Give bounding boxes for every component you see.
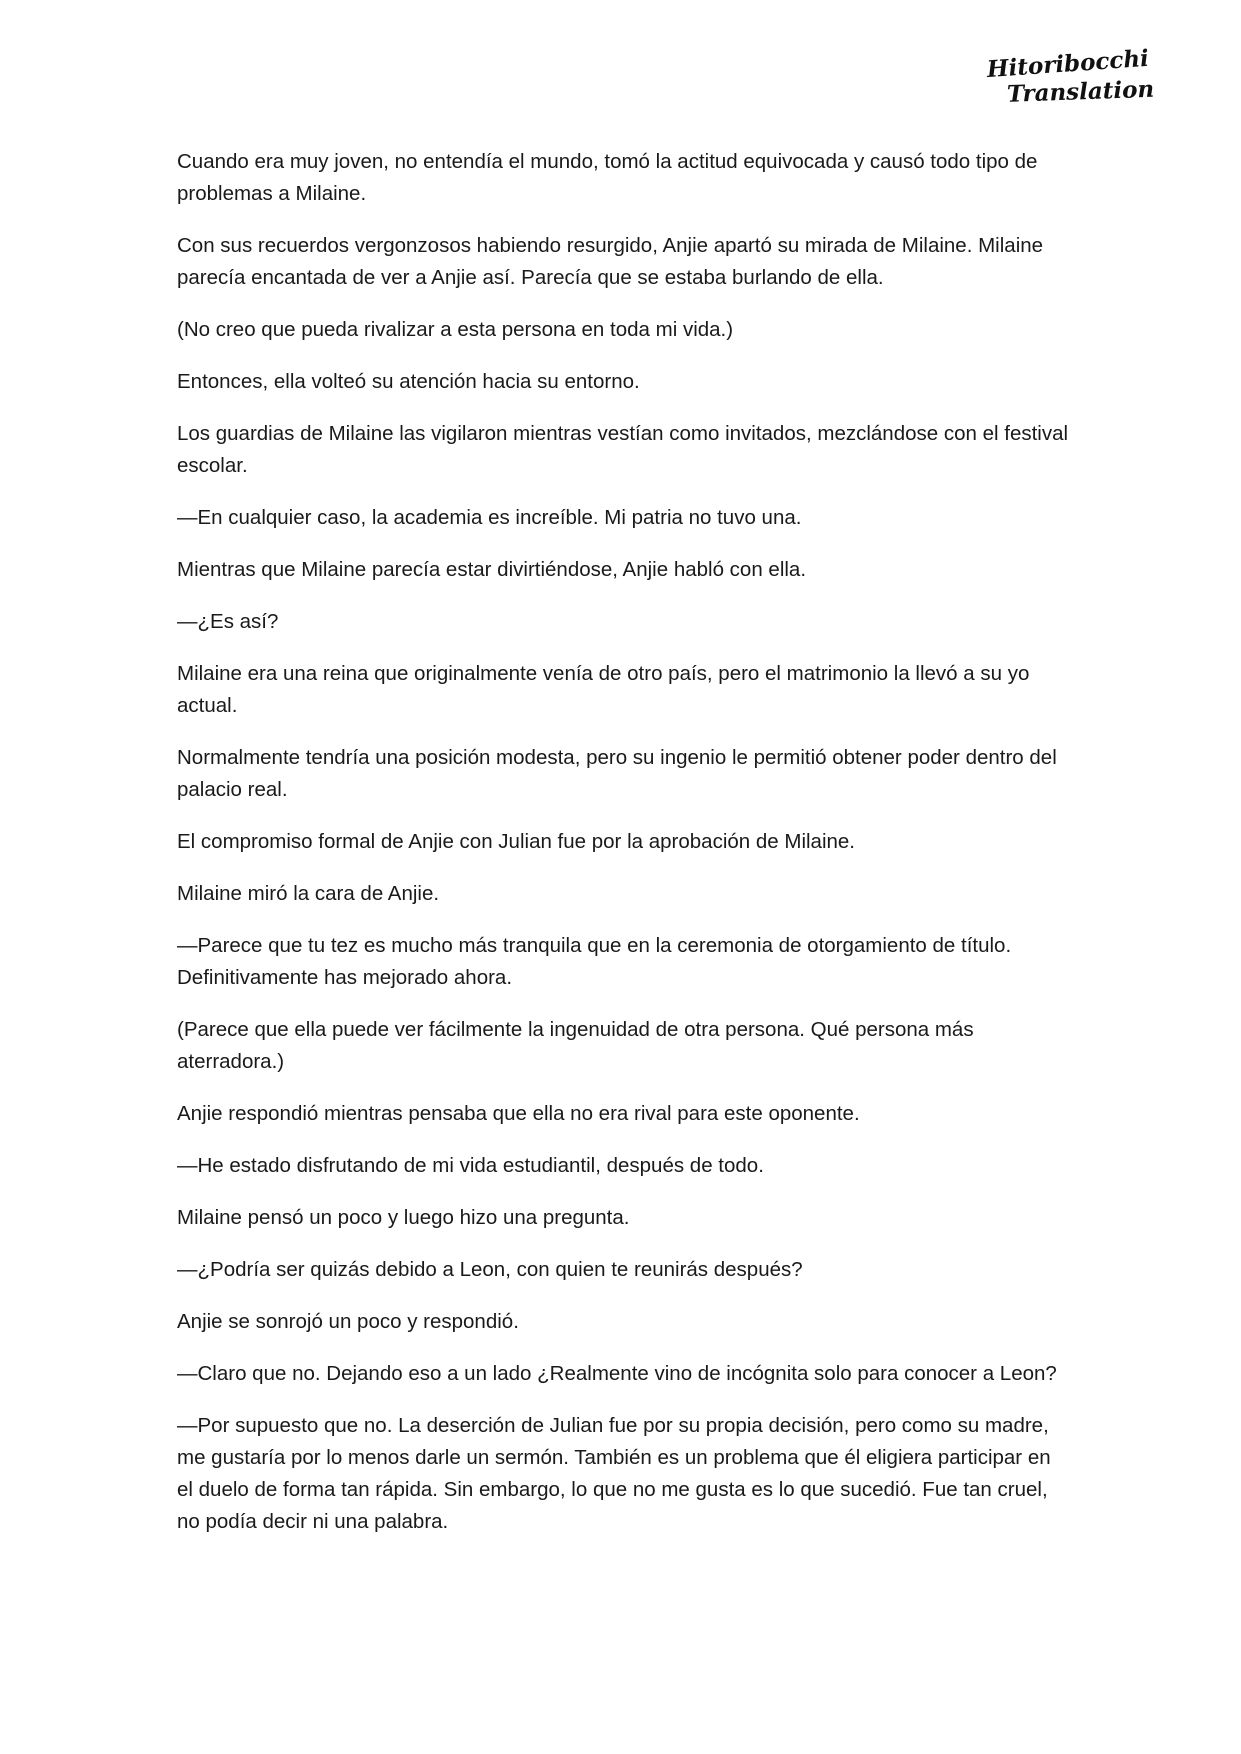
paragraph: —Parece que tu tez es mucho más tranquila que en la ceremonia de otorgamiento de título. Definitivamente has mejorado ahora. [177, 934, 1012, 989]
document-body [177, 146, 1072, 1558]
paragraph: Normalmente tendría una posición modesta, pero su ingenio le permitió obtener poder dentro del palacio real. [177, 746, 1057, 801]
logo-line-2: Translation [1006, 75, 1155, 108]
translator-logo [985, 44, 1155, 110]
paragraph: Anjie respondió mientras pensaba que ella no era rival para este oponente. [177, 1102, 860, 1125]
paragraph: Milaine miró la cara de Anjie. [177, 882, 440, 905]
paragraph: —¿Podría ser quizás debido a Leon, con quien te reunirás después? [177, 1258, 803, 1281]
paragraph: Entonces, ella volteó su atención hacia su entorno. [177, 370, 640, 393]
translator-logo-mark [985, 44, 1155, 110]
paragraph: (No creo que pueda rivalizar a esta persona en toda mi vida.) [177, 318, 734, 341]
paragraph: Mientras que Milaine parecía estar divirtiéndose, Anjie habló con ella. [177, 558, 807, 581]
paragraph: —¿Es así? [177, 610, 279, 633]
paragraph: El compromiso formal de Anjie con Julian fue por la aprobación de Milaine. [177, 830, 856, 853]
paragraph: Milaine era una reina que originalmente venía de otro país, pero el matrimonio la llevó a su yo actual. [177, 662, 1030, 717]
paragraph: Cuando era muy joven, no entendía el mundo, tomó la actitud equivocada y causó todo tipo de problemas a Milaine. [177, 150, 1038, 205]
paragraph: —Claro que no. Dejando eso a un lado ¿Realmente vino de incógnita solo para conocer a Leon? [177, 1362, 1057, 1385]
paragraph: Anjie se sonrojó un poco y respondió. [177, 1310, 519, 1333]
paragraph: —En cualquier caso, la academia es increíble. Mi patria no tuvo una. [177, 506, 802, 529]
paragraph: Los guardias de Milaine las vigilaron mientras vestían como invitados, mezclándose con el festival escolar. [177, 422, 1069, 477]
paragraph: (Parece que ella puede ver fácilmente la ingenuidad de otra persona. Qué persona más aterradora.) [177, 1018, 974, 1073]
paragraph: Milaine pensó un poco y luego hizo una pregunta. [177, 1206, 630, 1229]
logo-line-1: Hitoribocchi [985, 44, 1150, 84]
paragraph: —Por supuesto que no. La deserción de Julian fue por su propia decisión, pero como su madre, me gustaría por lo menos darle un sermón. También es un problema que él eligiera participar en el duelo de forma tan rápida. Sin embargo, lo que no me gusta es lo que sucedió. Fue tan cruel, no podía decir ni una palabra. [177, 1414, 1051, 1533]
paragraph: Con sus recuerdos vergonzosos habiendo resurgido, Anjie apartó su mirada de Milaine. Milaine parecía encantada de ver a Anjie así. Parecía que se estaba burlando de ella. [177, 234, 1044, 289]
paragraph: —He estado disfrutando de mi vida estudiantil, después de todo. [177, 1154, 764, 1177]
